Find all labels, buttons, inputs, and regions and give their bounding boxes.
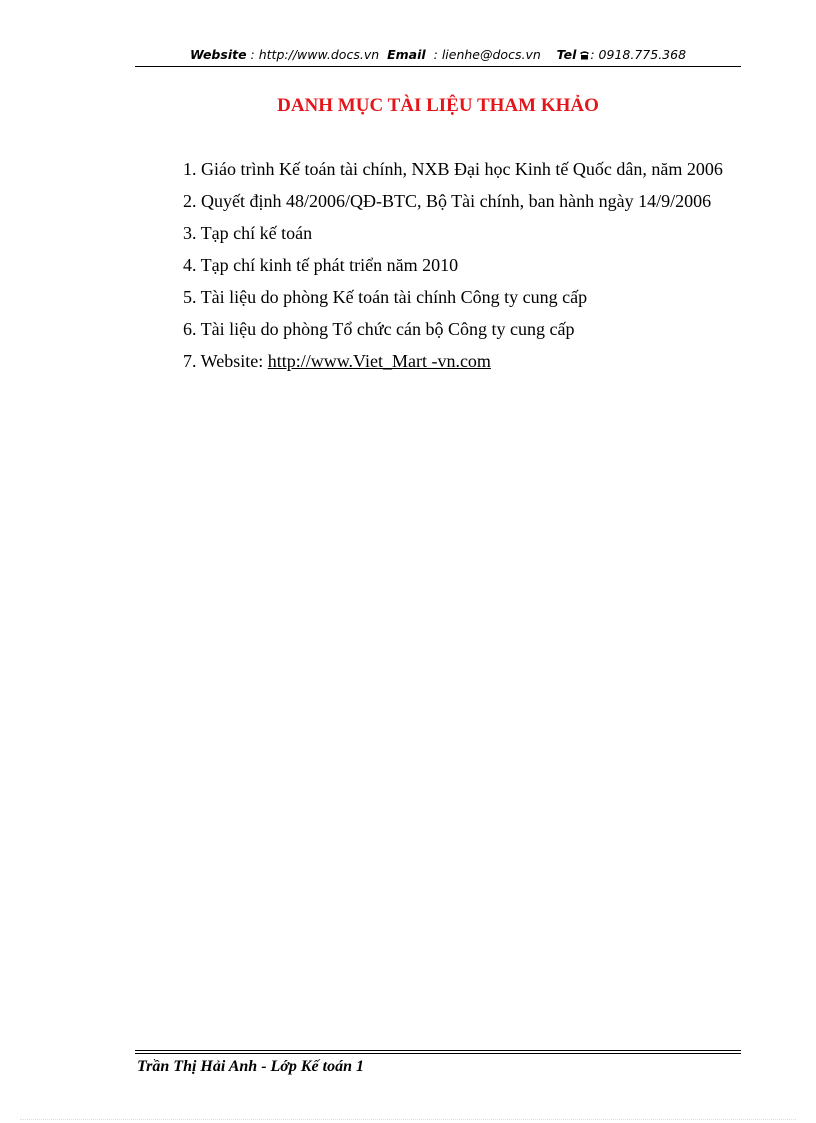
website-label: Website	[189, 47, 247, 62]
reference-item-7-prefix: 7. Website:	[183, 351, 268, 371]
reference-item-2: 2. Quyết định 48/2006/QĐ-BTC, Bộ Tài chính, ban hành ngày 14/9/2006	[183, 191, 712, 211]
reference-item-4: 4. Tạp chí kinh tế phát triển năm 2010	[183, 255, 459, 275]
reference-item-3: 3. Tạp chí kế toán	[183, 223, 313, 243]
email-label: Email	[387, 47, 426, 62]
email-separator: :	[429, 47, 442, 62]
tel-label: Tel	[556, 47, 577, 62]
website-separator: :	[246, 47, 259, 62]
footer-divider	[135, 1050, 741, 1051]
phone-icon	[579, 50, 590, 60]
reference-item-1: 1. Giáo trình Kế toán tài chính, NXB Đại học Kinh tế Quốc dân, năm 2006	[183, 159, 723, 179]
reference-item-6: 6. Tài liệu do phòng Tổ chức cán bộ Công ty cung cấp	[183, 319, 575, 339]
footer-divider-secondary	[135, 1053, 741, 1054]
website-value: http://www.docs.vn	[258, 47, 380, 62]
reference-item-5: 5. Tài liệu do phòng Kế toán tài chính Công ty cung cấp	[183, 287, 588, 307]
email-value: lienhe@docs.vn	[441, 47, 541, 62]
page-footer: Trần Thị Hải Anh - Lớp Kế toán 1	[137, 1058, 364, 1075]
website-link[interactable]: http://www.Viet_Mart -vn.com	[267, 351, 491, 371]
tel-value: : 0918.775.368	[590, 47, 687, 62]
page-header	[135, 46, 741, 67]
page-bottom-edge	[20, 1119, 796, 1120]
reference-item-7	[135, 345, 737, 377]
reference-list	[135, 153, 737, 377]
document-title: DANH MỤC TÀI LIỆU THAM KHẢO	[277, 95, 599, 116]
